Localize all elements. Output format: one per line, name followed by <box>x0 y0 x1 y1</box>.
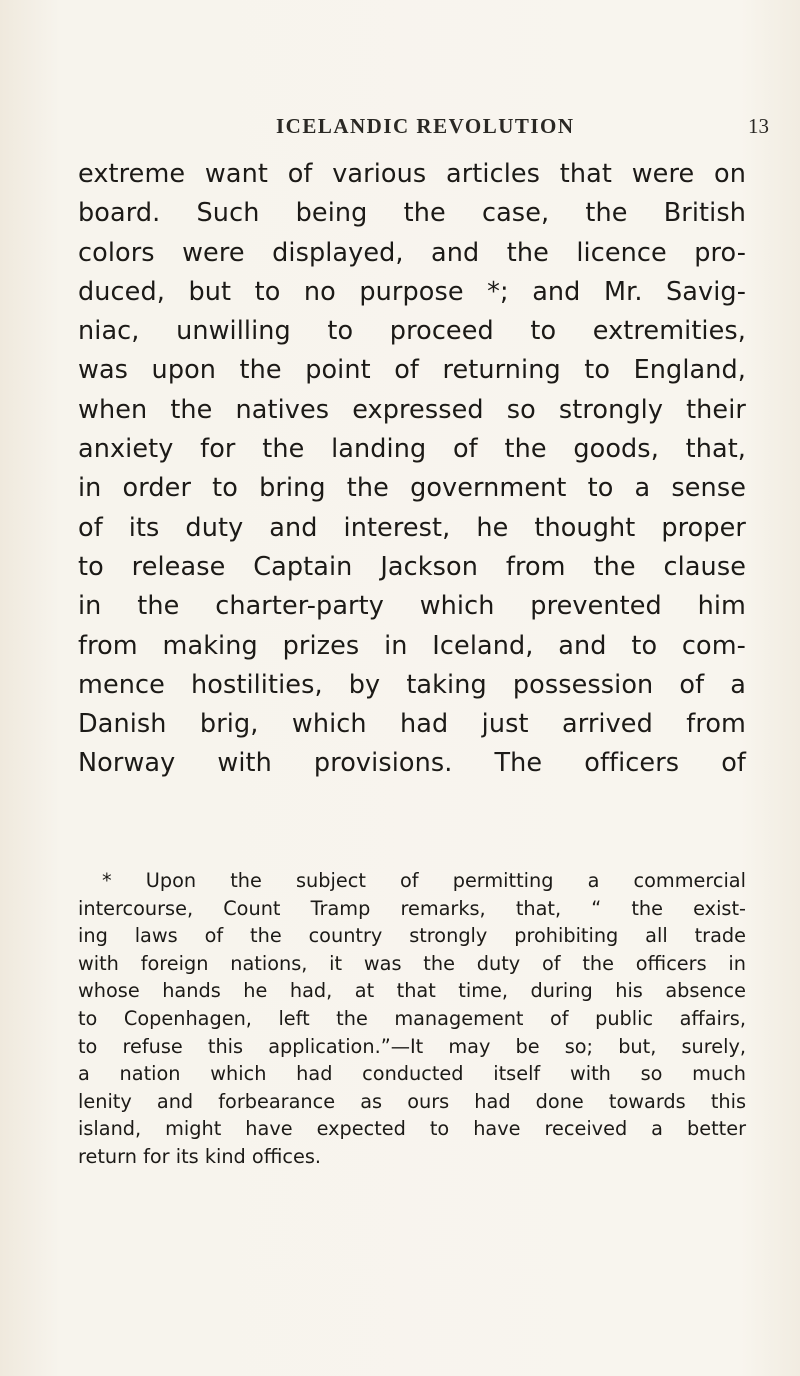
footnote-line: whose hands he had, at that time, during his absence <box>78 979 746 1003</box>
body-line: of its duty and interest, he thought proper <box>78 512 746 543</box>
footnote-line: to refuse this application.”—It may be so; but, surely, <box>78 1034 746 1058</box>
footnote-line: a nation which had conducted itself with so much <box>78 1062 746 1086</box>
body-line: from making prizes in Iceland, and to com- <box>78 630 746 661</box>
body-line: anxiety for the landing of the goods, that, <box>78 434 746 465</box>
footnote-line: with foreign nations, it was the duty of the officers in <box>78 951 746 975</box>
body-line: mence hostilities, by taking possession of a <box>78 669 746 700</box>
footnote-line: lenity and forbearance as ours had done towards this <box>78 1089 746 1113</box>
body-line: colors were displayed, and the licence pro- <box>78 237 746 268</box>
footnote-line: island, might have expected to have received a better <box>78 1117 746 1141</box>
footnote-line: intercourse, Count Tramp remarks, that, “ the exist- <box>78 896 746 920</box>
body-line: was upon the point of returning to England, <box>78 355 746 386</box>
body-line: in the charter-party which prevented him <box>78 591 746 622</box>
page-number: 13 <box>748 114 769 138</box>
running-head-title: ICELANDIC REVOLUTION <box>276 114 575 138</box>
body-line: Norway with provisions. The officers of <box>78 748 746 779</box>
body-line: when the natives expressed so strongly their <box>78 394 746 425</box>
footnote-line: ing laws of the country strongly prohibiting all trade <box>78 924 746 948</box>
body-line: niac, unwilling to proceed to extremities, <box>78 316 746 347</box>
footnote <box>78 867 746 1171</box>
body-text <box>78 155 746 784</box>
body-line: duced, but to no purpose *; and Mr. Savig- <box>78 276 746 307</box>
body-line: extreme want of various articles that were on <box>78 159 746 189</box>
body-line: board. Such being the case, the British <box>78 198 746 229</box>
footnote-line: to Copenhagen, left the management of public affairs, <box>78 1006 746 1030</box>
footnote-line: * Upon the subject of permitting a commercial <box>102 869 746 892</box>
body-line: Danish brig, which had just arrived from <box>78 709 746 740</box>
body-line: in order to bring the government to a sense <box>78 473 746 504</box>
footnote-line: return for its kind offices. <box>78 1144 322 1168</box>
body-line: to release Captain Jackson from the clause <box>78 551 746 582</box>
